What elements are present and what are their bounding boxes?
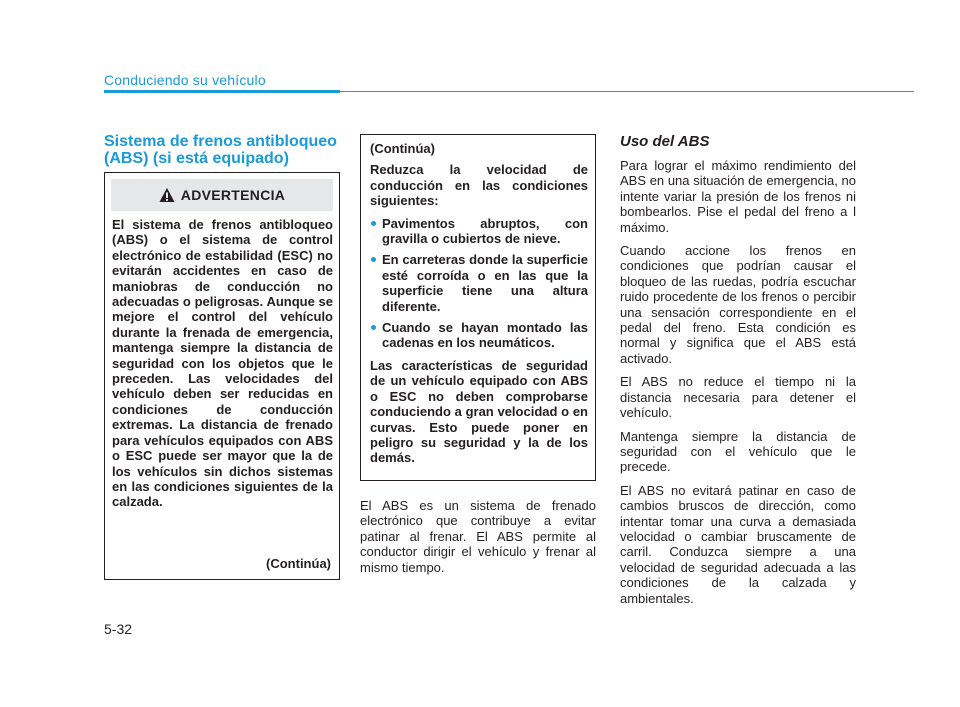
warning-triangle-icon [159,187,175,203]
header-title: Conduciendo su vehículo [104,72,266,88]
warning-label: ADVERTENCIA [180,187,286,203]
continuation-closing: Las características de seguridad de un vehículo equipado con ABS o ESC no deben comprobarse conduciendo a gran velocidad o en curvas. Esto puede poner en peligro su seguridad y la de los demás. [370,357,588,466]
uso-abs-paragraph: Para lograr el máximo rendimiento del ABS en una situación de emergencia, no intente variar la presión de los frenos ni bombearlos. Pise el pedal del freno a l máximo. [620,158,856,235]
uso-abs-paragraph: Cuando accione los frenos en condiciones que podrían causar el bloqueo de las ruedas, podría escuchar ruido procedente de los frenos o percibir una sensación correspondiente en el pedal del freno. Esta condición es normal y significa que el ABS está activado. [620,243,856,366]
warning-continued: (Continúa) [266,556,331,571]
continuation-content [370,141,588,473]
bullet-icon [371,325,376,330]
uso-abs-paragraph: El ABS no evitará patinar en caso de cambios bruscos de dirección, como intentar tomar una curva a demasiada velocidad o cambiar bruscamente de carril. Conduzca siempre a una velocidad de seguridad adecuada a las condiciones de la calzada y ambientales. [620,482,856,606]
uso-abs-column [620,133,856,614]
section-title: Sistema de frenos antibloqueo (ABS) (si está equipado) [104,133,337,167]
page-number: 5-32 [104,621,133,637]
uso-abs-paragraph: El ABS no reduce el tiempo ni la distancia necesaria para detener el vehículo. [620,374,856,421]
uso-abs-paragraph: Mantenga siempre la distancia de seguridad con el vehículo que le precede. [620,428,856,475]
warning-body: El sistema de frenos antibloqueo (ABS) o el sistema de control electrónico de estabilidad (ESC) no evitarán accidentes en caso de maniobras de conducción no adecuadas o peligrosas. Aunque se mejore el control del vehículo durante la frenada de emergencia, mantenga siempre la distancia de seguridad con los objetos que le preceden. Las velocidades del vehículo deben ser reducidas en condiciones de conducción extremas. La distancia de frenado para vehículos equipados con ABS o ESC puede ser mayor que la de los vehículos sin dichos sistemas en las condiciones siguientes de la calzada. [112,217,333,510]
bullet-icon [371,257,376,262]
header-rule-thick [104,90,340,93]
list-item-text: Cuando se hayan montado las cadenas en los neumáticos. [382,320,588,351]
list-item [370,320,588,351]
header-rule-thin [340,91,914,92]
warning-header [111,179,333,211]
continuation-header: (Continúa) [370,141,435,156]
list-item [370,252,588,314]
continuation-box [360,134,596,481]
uso-abs-title: Uso del ABS [620,133,710,150]
list-item-text: Pavimentos abruptos, con gravilla o cubiertos de nieve. [382,215,588,247]
continuation-intro: Reduzca la velocidad de conducción en las condiciones siguientes: [370,162,588,209]
abs-intro-paragraph: El ABS es un sistema de frenado electrónico que contribuye a evitar patinar al frenar. El ABS permite al conductor dirigir el vehículo y frenar al mismo tiempo. [360,498,596,575]
list-item [370,216,588,247]
continuation-bullet-list [370,216,588,351]
warning-box [104,172,340,580]
bullet-icon [371,221,376,226]
list-item-text: En carreteras donde la superficie esté corroída o en las que la superficie tiene una altura diferente. [382,252,588,314]
